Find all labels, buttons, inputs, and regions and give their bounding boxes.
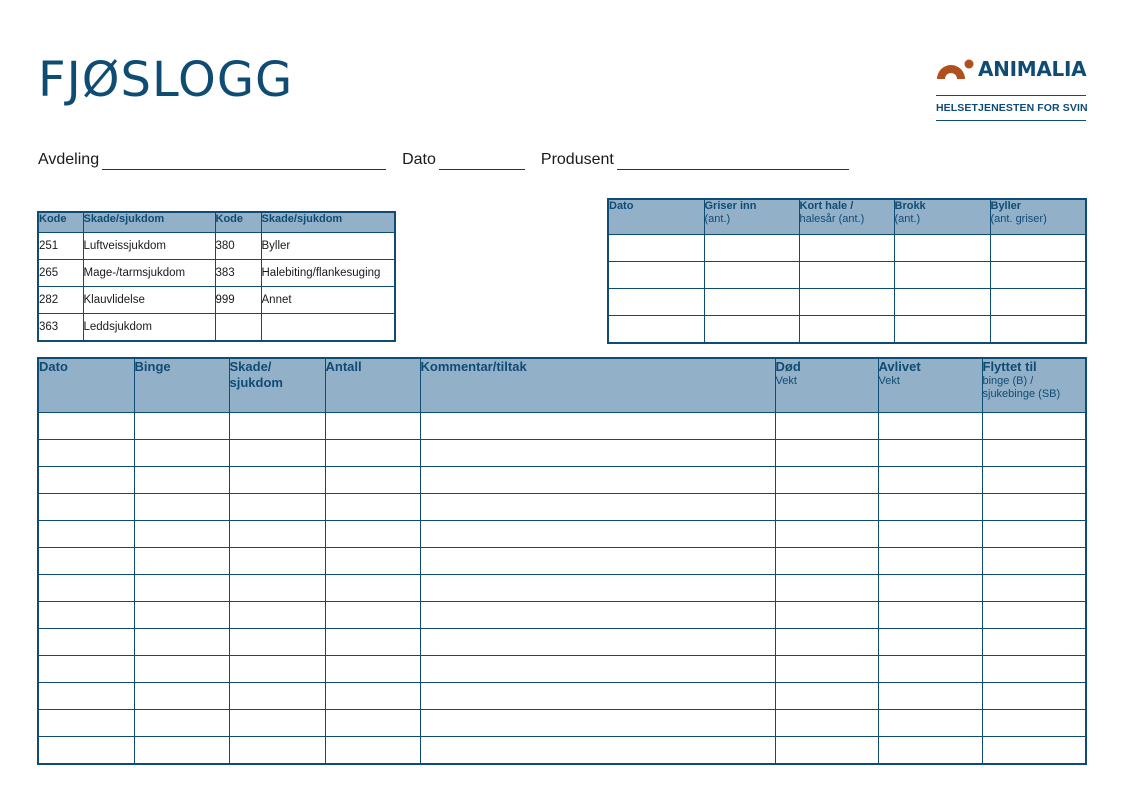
intake-header-dato: Dato [608,199,704,234]
entry-cell[interactable] [894,234,990,261]
entry-cell[interactable] [982,547,1086,574]
entry-cell[interactable] [775,439,878,466]
form-fields [38,150,849,170]
intake-header-byller: Byller (ant. griser) [990,199,1086,234]
entry-cell[interactable] [775,574,878,601]
entry-cell[interactable] [325,412,420,439]
entry-cell[interactable] [38,439,134,466]
entry-cell[interactable] [878,574,982,601]
entry-cell[interactable] [325,736,420,764]
entry-cell[interactable] [775,547,878,574]
entry-cell[interactable] [38,628,134,655]
log-header-avlivet: Avlivet Vekt [878,358,982,412]
entry-cell[interactable] [134,574,229,601]
disease-cell: Byller [261,232,395,259]
entry-cell[interactable] [608,288,704,315]
entry-cell[interactable] [878,736,982,764]
entry-cell[interactable] [229,520,325,547]
entry-cell[interactable] [134,655,229,682]
entry-cell[interactable] [38,709,134,736]
entry-cell[interactable] [982,628,1086,655]
intake-header-griser-inn: Griser inn (ant.) [704,199,799,234]
entry-cell[interactable] [878,493,982,520]
log-header-flyttet-til: Flyttet til binge (B) / sjukebinge (SB) [982,358,1086,412]
entry-cell[interactable] [799,288,894,315]
entry-cell[interactable] [420,736,775,764]
log-table [37,357,1087,765]
entry-cell[interactable] [982,493,1086,520]
field-label-avdeling: Avdeling [38,151,100,168]
log-header-dato: Dato [38,358,134,412]
field-label-produsent: Produsent [540,151,614,168]
entry-cell[interactable] [229,439,325,466]
entry-cell[interactable] [982,601,1086,628]
table-row [38,232,395,259]
entry-cell[interactable] [134,412,229,439]
entry-cell[interactable] [229,682,325,709]
disease-cell: Luftveissjukdom [83,232,215,259]
entry-cell[interactable] [420,574,775,601]
entry-cell[interactable] [325,574,420,601]
logo-divider-bottom [936,120,1086,121]
animalia-logo-icon [936,58,976,80]
entry-cell[interactable] [420,439,775,466]
entry-cell[interactable] [878,601,982,628]
logo-divider-top [936,95,1086,96]
entry-cell[interactable] [799,234,894,261]
table-row [38,628,1086,655]
entry-cell[interactable] [325,655,420,682]
code-header-kode-1: Kode [38,212,83,232]
entry-cell[interactable] [325,547,420,574]
entry-cell[interactable] [325,466,420,493]
entry-cell[interactable] [134,736,229,764]
entry-cell[interactable] [420,493,775,520]
entry-cell[interactable] [775,736,878,764]
code-cell: 380 [215,232,261,259]
entry-cell[interactable] [775,520,878,547]
entry-cell[interactable] [878,682,982,709]
table-row [38,601,1086,628]
entry-cell[interactable] [878,520,982,547]
log-header-binge: Binge [134,358,229,412]
entry-cell[interactable] [775,412,878,439]
entry-cell[interactable] [420,412,775,439]
entry-cell[interactable] [38,574,134,601]
table-row [38,259,395,286]
log-header-dod: Død Vekt [775,358,878,412]
logo-tagline: HELSETJENESTEN FOR SVIN [936,102,1088,114]
entry-cell[interactable] [38,520,134,547]
entry-cell[interactable] [775,655,878,682]
entry-cell[interactable] [229,601,325,628]
table-row [38,466,1086,493]
intake-header-brokk: Brokk (ant.) [894,199,990,234]
entry-cell[interactable] [325,709,420,736]
entry-cell[interactable] [990,288,1086,315]
table-row [38,574,1086,601]
entry-cell[interactable] [982,682,1086,709]
entry-cell[interactable] [420,520,775,547]
entry-cell[interactable] [38,682,134,709]
entry-cell[interactable] [420,547,775,574]
entry-cell[interactable] [775,682,878,709]
logo-wordmark: ANIMALIA [978,57,1087,81]
entry-cell[interactable] [982,412,1086,439]
table-row [38,547,1086,574]
entry-cell[interactable] [229,574,325,601]
entry-cell[interactable] [878,628,982,655]
table-row [38,520,1086,547]
entry-cell[interactable] [608,234,704,261]
table-row [38,493,1086,520]
entry-cell[interactable] [982,466,1086,493]
code-table [37,211,396,342]
entry-cell[interactable] [229,736,325,764]
log-header-kommentar: Kommentar/tiltak [420,358,775,412]
entry-cell[interactable] [878,466,982,493]
entry-cell[interactable] [420,682,775,709]
entry-cell[interactable] [134,628,229,655]
disease-cell: Klauvlidelse [83,286,215,313]
entry-cell[interactable] [229,412,325,439]
entry-cell[interactable] [134,682,229,709]
entry-cell[interactable] [134,439,229,466]
code-header-skade-1: Skade/sjukdom [83,212,215,232]
table-row [608,234,1086,261]
entry-cell[interactable] [704,315,799,343]
entry-cell[interactable] [420,709,775,736]
field-label-dato: Dato [402,151,436,168]
entry-cell[interactable] [229,493,325,520]
entry-cell[interactable] [799,261,894,288]
entry-cell[interactable] [982,709,1086,736]
code-cell: 999 [215,286,261,313]
entry-cell[interactable] [134,493,229,520]
entry-cell[interactable] [38,412,134,439]
entry-cell[interactable] [704,234,799,261]
entry-cell[interactable] [878,439,982,466]
entry-cell[interactable] [704,288,799,315]
table-row [38,412,1086,439]
entry-cell[interactable] [990,261,1086,288]
table-row [38,313,395,341]
entry-cell[interactable] [704,261,799,288]
entry-cell[interactable] [134,709,229,736]
entry-cell[interactable] [894,288,990,315]
entry-cell[interactable] [878,655,982,682]
entry-cell[interactable] [775,628,878,655]
table-row [608,315,1086,343]
entry-cell[interactable] [990,315,1086,343]
disease-cell: Halebiting/flankesuging [261,259,395,286]
entry-cell[interactable] [420,466,775,493]
table-row [38,286,395,313]
log-header-antall: Antall [325,358,420,412]
produsent-field[interactable] [617,151,849,170]
code-header-skade-2: Skade/sjukdom [261,212,395,232]
avdeling-field[interactable] [102,151,386,170]
entry-cell[interactable] [325,628,420,655]
disease-cell [261,313,395,341]
entry-cell[interactable] [775,466,878,493]
entry-cell[interactable] [420,628,775,655]
code-cell: 265 [38,259,83,286]
entry-cell[interactable] [982,439,1086,466]
entry-cell[interactable] [990,234,1086,261]
entry-cell[interactable] [38,655,134,682]
entry-cell[interactable] [325,439,420,466]
entry-cell[interactable] [982,655,1086,682]
code-cell: 363 [38,313,83,341]
entry-cell[interactable] [878,547,982,574]
entry-cell[interactable] [982,520,1086,547]
entry-cell[interactable] [982,736,1086,764]
disease-cell: Annet [261,286,395,313]
code-cell: 282 [38,286,83,313]
entry-cell[interactable] [229,466,325,493]
entry-cell[interactable] [229,655,325,682]
table-row [608,288,1086,315]
code-cell: 251 [38,232,83,259]
entry-cell[interactable] [134,520,229,547]
entry-cell[interactable] [878,412,982,439]
entry-cell[interactable] [38,493,134,520]
entry-cell[interactable] [420,655,775,682]
entry-cell[interactable] [775,493,878,520]
page-title: FJØSLOGG [38,52,294,108]
entry-cell[interactable] [894,261,990,288]
entry-cell[interactable] [420,601,775,628]
table-row [38,736,1086,764]
disease-cell: Mage-/tarmsjukdom [83,259,215,286]
entry-cell[interactable] [229,547,325,574]
table-row [38,439,1086,466]
code-header-kode-2: Kode [215,212,261,232]
entry-cell[interactable] [38,736,134,764]
entry-cell[interactable] [229,709,325,736]
entry-cell[interactable] [608,315,704,343]
intake-header-kort-hale: Kort hale / halesår (ant.) [799,199,894,234]
entry-cell[interactable] [878,709,982,736]
disease-cell: Leddsjukdom [83,313,215,341]
entry-cell[interactable] [325,520,420,547]
log-header-skade-sjukdom: Skade/ sjukdom [229,358,325,412]
dato-field[interactable] [439,151,525,170]
entry-cell[interactable] [775,709,878,736]
entry-cell[interactable] [775,601,878,628]
entry-cell[interactable] [38,547,134,574]
code-cell [215,313,261,341]
entry-cell[interactable] [134,601,229,628]
table-row [608,261,1086,288]
code-cell: 383 [215,259,261,286]
entry-cell[interactable] [134,547,229,574]
animalia-logo [936,56,1086,121]
entry-cell[interactable] [982,574,1086,601]
table-row [38,709,1086,736]
table-row [38,655,1086,682]
entry-cell[interactable] [38,601,134,628]
entry-cell[interactable] [894,315,990,343]
entry-cell[interactable] [325,493,420,520]
intake-table [607,198,1087,344]
entry-cell[interactable] [608,261,704,288]
entry-cell[interactable] [325,601,420,628]
entry-cell[interactable] [134,466,229,493]
entry-cell[interactable] [229,628,325,655]
entry-cell[interactable] [38,466,134,493]
entry-cell[interactable] [325,682,420,709]
table-row [38,682,1086,709]
entry-cell[interactable] [799,315,894,343]
